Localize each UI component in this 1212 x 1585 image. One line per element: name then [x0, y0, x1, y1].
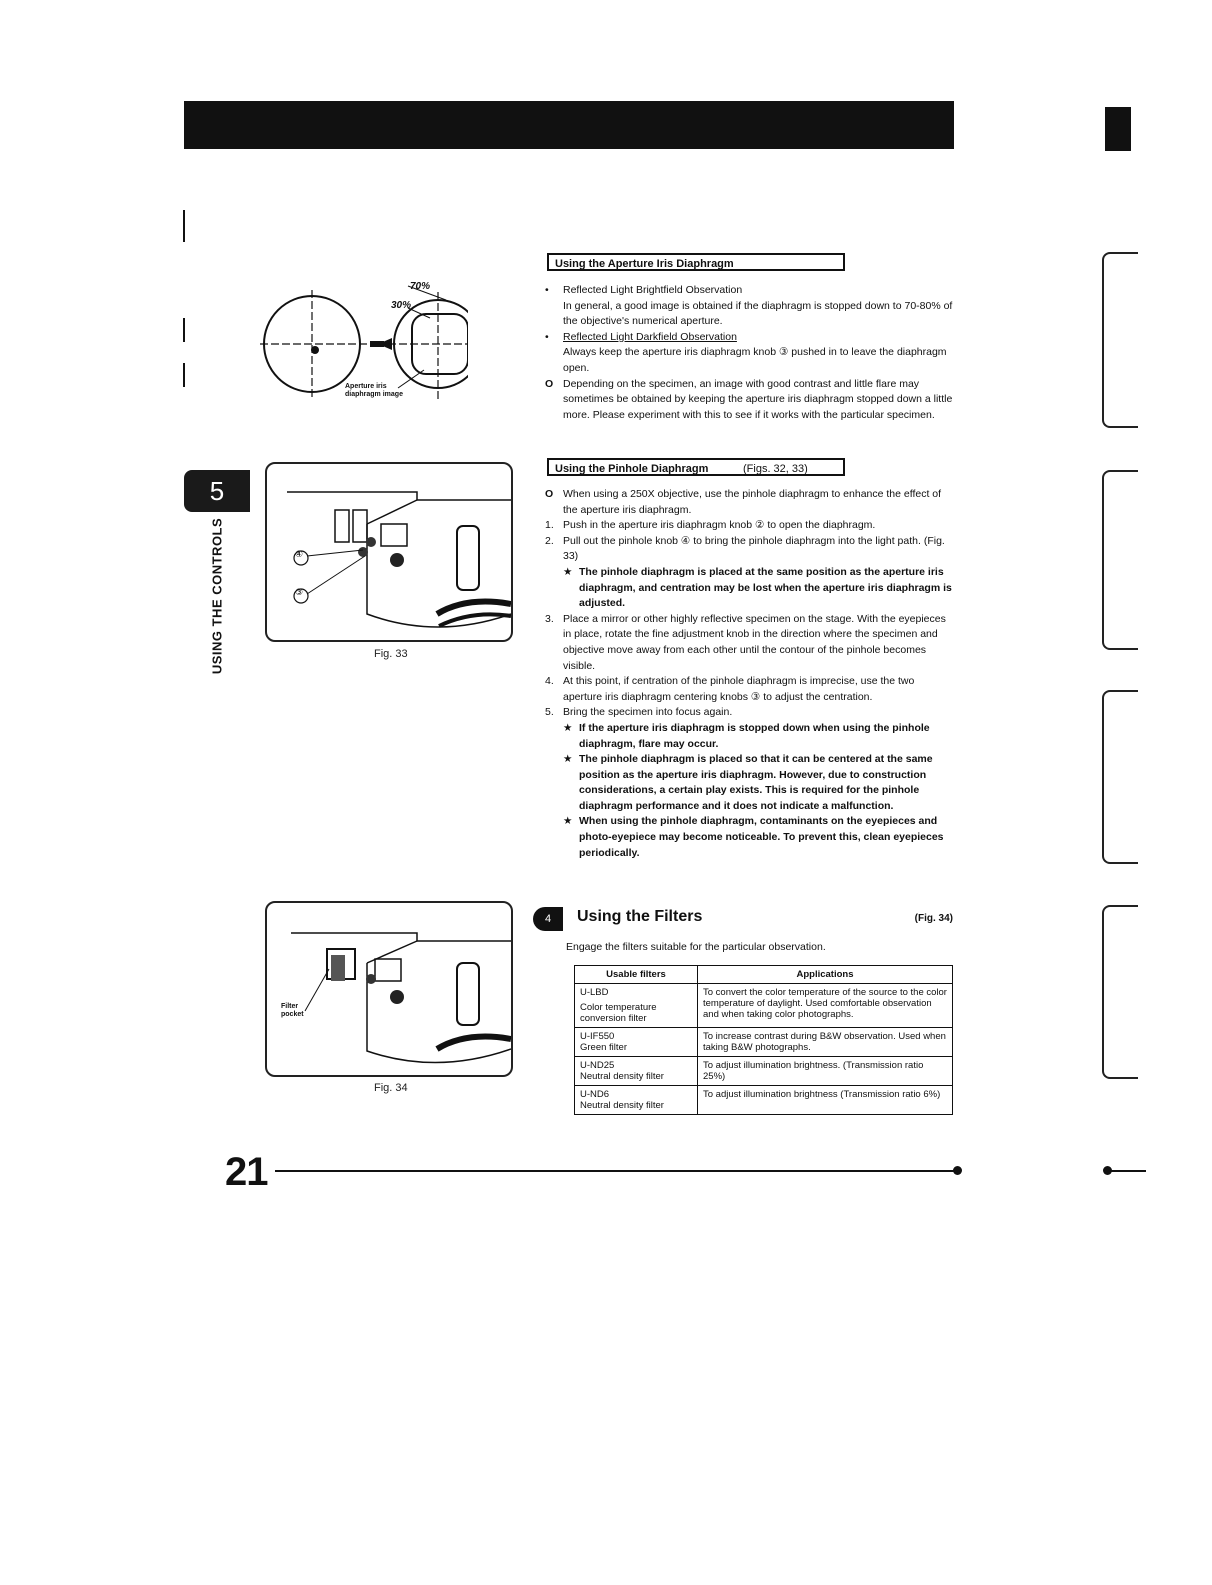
- fig34-caption: Fig. 34: [374, 1082, 408, 1094]
- header-bar: [184, 101, 954, 149]
- edge-tab-frame: [1102, 905, 1138, 1079]
- edge-tab-marker: [1105, 107, 1131, 151]
- margin-mark: [183, 210, 185, 242]
- application-cell: To convert the color temperature of the source to the color temperature of daylight. Used comfortable observation and when taking color photographs.: [698, 984, 953, 1028]
- list-item: ★ When using the pinhole diaphragm, contaminants on the eyepieces and photo-eyepiece may become noticeable. To prevent this, clean eyepieces periodically.: [563, 815, 944, 859]
- chapter-number: 5: [184, 470, 250, 512]
- margin-mark: [183, 363, 185, 387]
- filter-cell: U-ND25 Neutral density filter: [575, 1057, 698, 1086]
- list-item: ★ The pinhole diaphragm is placed at the same position as the aperture iris diaphragm, and centration may be lost when the aperture iris diaphragm is adjusted.: [563, 565, 952, 610]
- fig32-label-image: Aperture iris diaphragm image: [345, 383, 403, 398]
- filters-intro: Engage the filters suitable for the particular observation.: [566, 941, 826, 953]
- filter-cell: U-ND6 Neutral density filter: [575, 1086, 698, 1115]
- list-item: • Reflected Light Brightfield Observation In general, a good image is obtained if the diaphragm is stopped down to 70-80% of the objective's numerical aperture.: [545, 284, 953, 328]
- list-item: ★ The pinhole diaphragm is placed so that it can be centered at the same position as the aperture iris diaphragm. However, due to construction considerations, a certain play exists. This is required for the pinhole diaphragm performance and it does not indicate a malfunction.: [563, 753, 933, 812]
- edge-tab-frame: [1102, 252, 1138, 428]
- fig33-callout-1: ④: [295, 549, 304, 559]
- fig33-callout-2: ③: [295, 587, 304, 597]
- edge-tab-frame: [1102, 470, 1138, 650]
- table-row: [575, 1028, 953, 1057]
- table-header-row: [575, 966, 953, 984]
- filters-title: Using the Filters: [577, 908, 703, 925]
- section-heading-filters: [533, 905, 953, 933]
- filters-table: [574, 965, 953, 1115]
- table-row: [575, 1086, 953, 1115]
- application-cell: To adjust illumination brightness. (Transmission ratio 25%): [698, 1057, 953, 1086]
- table-row: [575, 984, 953, 1028]
- aperture-section: [545, 283, 955, 423]
- fig33-box: [265, 462, 513, 642]
- section-number-badge: 4: [533, 907, 563, 931]
- edge-tab-frame: [1102, 690, 1138, 864]
- column-header: Applications: [698, 966, 953, 984]
- filter-cell: U-LBD Color temperature conversion filter: [575, 984, 698, 1028]
- application-cell: To increase contrast during B&W observation. Used when taking B&W photographs.: [698, 1028, 953, 1057]
- list-item: O Depending on the specimen, an image with good contrast and little flare may sometimes be obtained by keeping the aperture iris diaphragm stopped down a little more. Please experiment with this to see if it works with the particular specimen.: [545, 377, 953, 421]
- fig32-label-30: 30%: [391, 300, 412, 311]
- list-item: 4. At this point, if centration of the pinhole diaphragm is imprecise, use the two aperture iris diaphragm centering knobs ③ to adjust the centration.: [545, 675, 915, 703]
- fig33-caption: Fig. 33: [374, 648, 408, 660]
- list-item: • Reflected Light Darkfield Observation Always keep the aperture iris diaphragm knob ③ pushed in to leave the diaphragm open.: [545, 330, 947, 374]
- list-item: O When using a 250X objective, use the pinhole diaphragm to enhance the effect of the aperture iris diaphragm.: [545, 488, 942, 516]
- section-heading-aperture: Using the Aperture Iris Diaphragm: [547, 253, 845, 271]
- chapter-title: USING THE CONTROLS: [209, 517, 225, 675]
- fig34-illustration: [267, 903, 511, 1075]
- list-item: 5. Bring the specimen into focus again.: [545, 706, 733, 719]
- section-heading-pinhole: Using the Pinhole Diaphragm (Figs. 32, 33): [547, 458, 845, 476]
- column-header: Usable filters: [575, 966, 698, 984]
- fig34-pocket-label: Filter pocket: [281, 1003, 304, 1018]
- filter-cell: U-IF550 Green filter: [575, 1028, 698, 1057]
- footer-rule: [275, 1170, 957, 1172]
- page-number: 21: [225, 1150, 268, 1194]
- filters-figure-ref: (Fig. 34): [914, 913, 953, 924]
- table-row: [575, 1057, 953, 1086]
- footer-dot: [953, 1166, 962, 1175]
- footer-rule-right: [1108, 1170, 1146, 1172]
- margin-mark: [183, 318, 185, 342]
- pinhole-section: [545, 487, 955, 861]
- application-cell: To adjust illumination brightness (Transmission ratio 6%): [698, 1086, 953, 1115]
- footer-dot-right: [1103, 1166, 1112, 1175]
- list-item: 3. Place a mirror or other highly reflective specimen on the stage. With the eyepieces in place, rotate the fine adjustment knob in the direction where the specimen and objective move away from each other until the contour of the pinhole becomes visible.: [545, 612, 946, 672]
- fig34-box: [265, 901, 513, 1077]
- list-item: 1. Push in the aperture iris diaphragm knob ② to open the diaphragm.: [545, 519, 876, 532]
- fig33-illustration: [267, 464, 511, 640]
- list-item: ★ If the aperture iris diaphragm is stopped down when using the pinhole diaphragm, flare may occur.: [563, 721, 930, 750]
- list-item: 2. Pull out the pinhole knob ④ to bring the pinhole diaphragm into the light path. (Fig. 33): [545, 534, 945, 563]
- fig32-label-70: 70%: [410, 281, 431, 292]
